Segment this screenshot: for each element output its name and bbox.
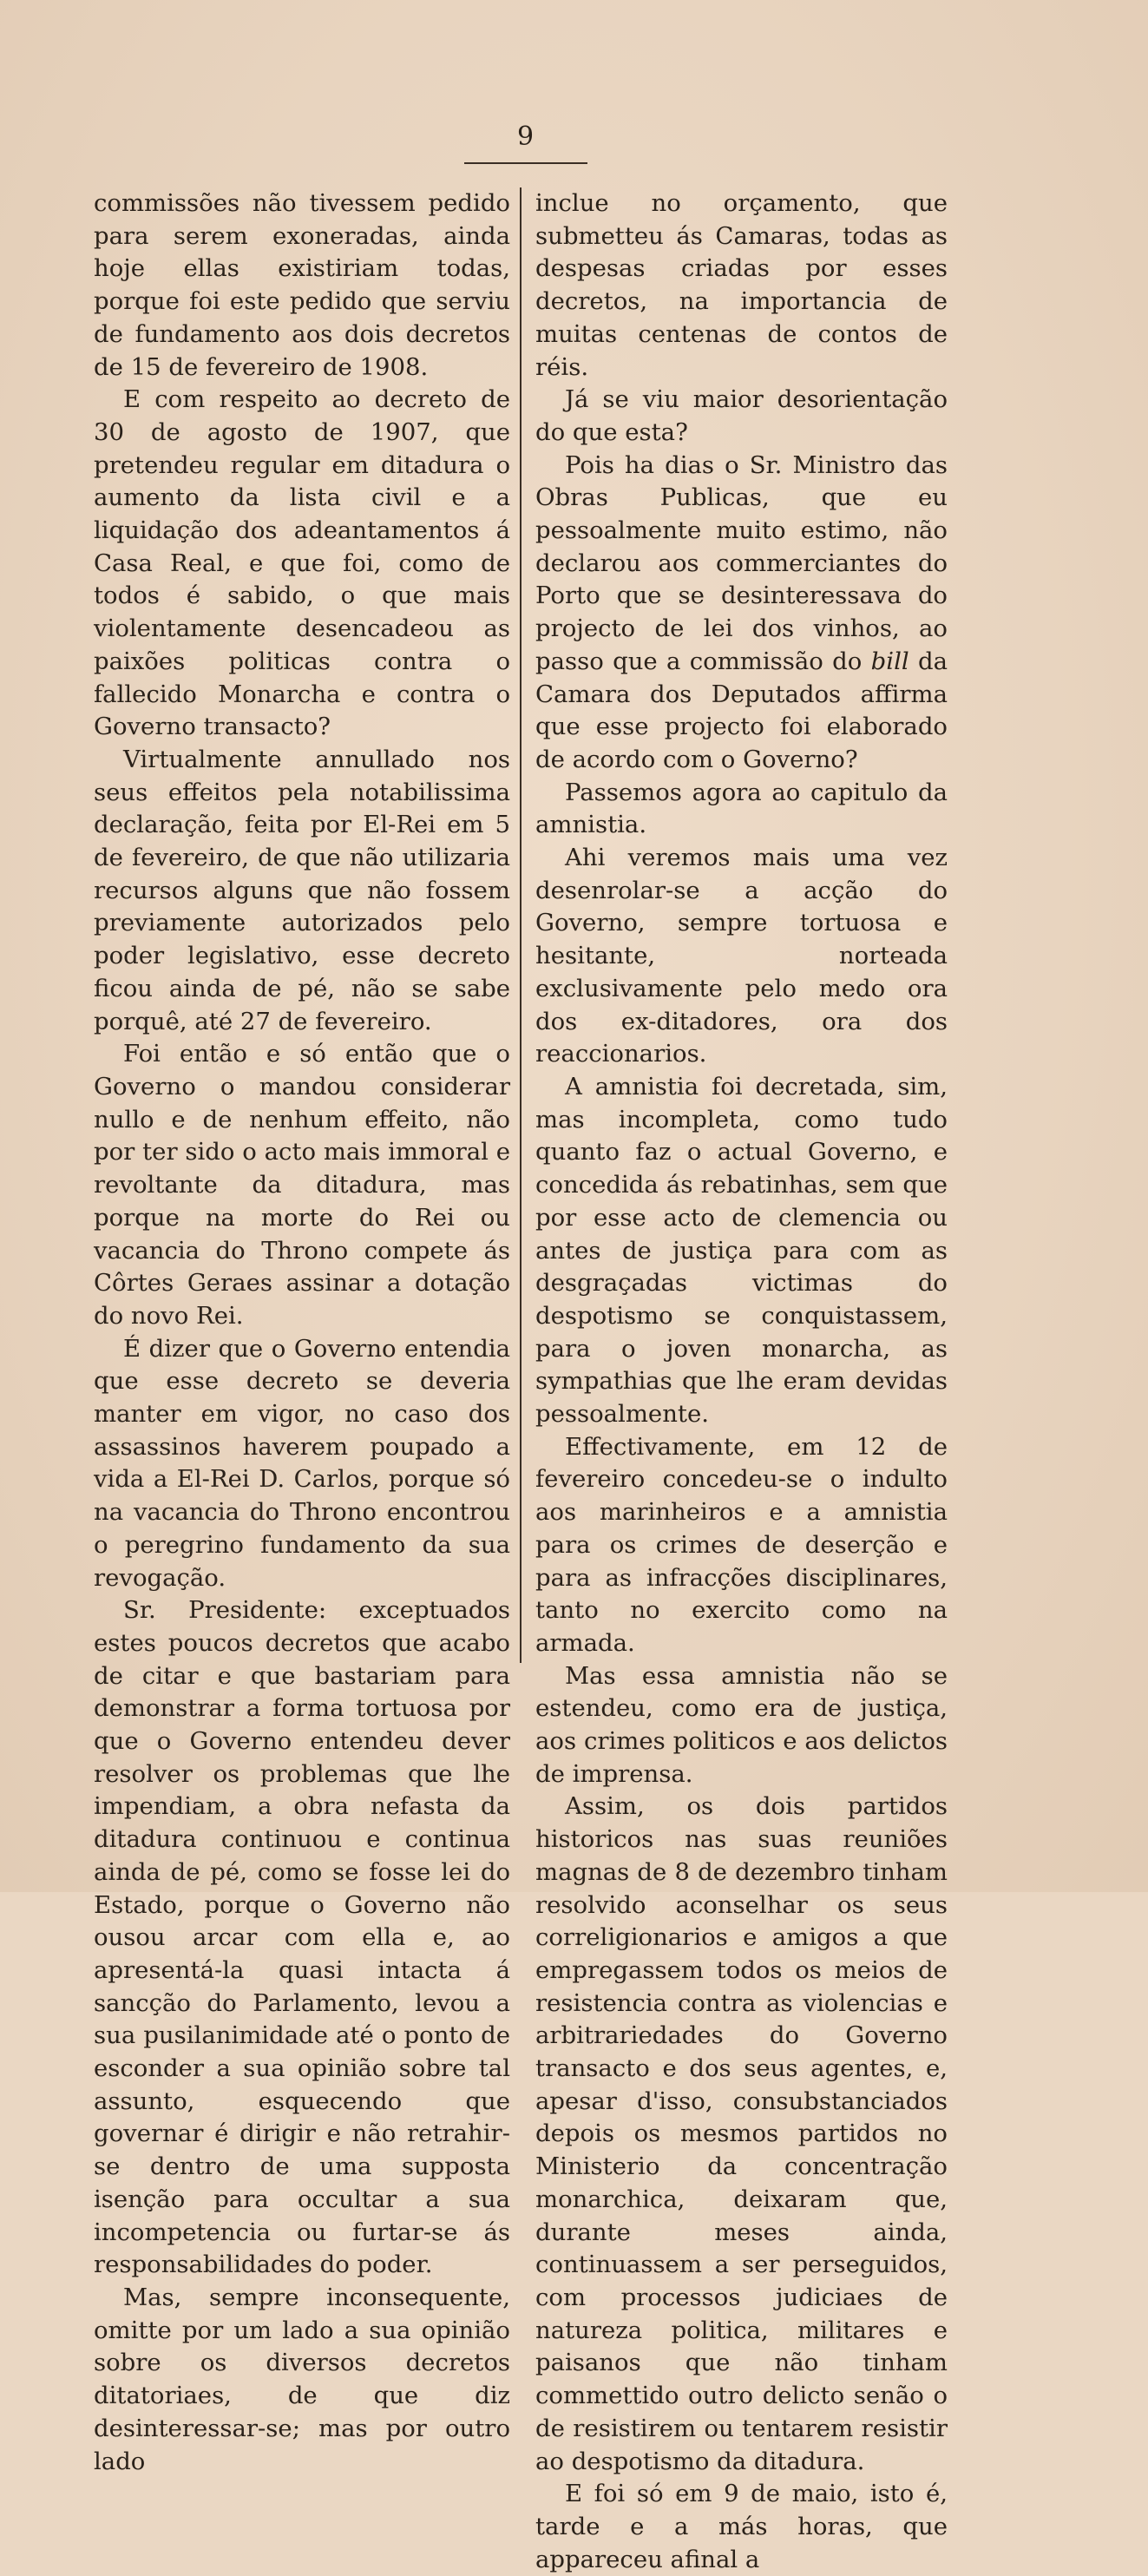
right-column [535,187,948,2576]
header-rule [464,162,587,164]
paragraph: Mas essa amnistia não se estendeu, como era de justiça, aos crimes politicos e aos delictos de imprensa. [535,1661,948,1788]
paragraph: inclue no orçamento, que submetteu ás Camaras, todas as despesas criadas por esses decretos, na importancia de muitas centenas de contos de réis. [535,189,948,381]
paragraph: Foi então e só então que o Governo o mandou considerar nullo e de nenhum effeito, não por ter sido o acto mais immoral e revoltante da ditadura, mas porque na morte do Rei ou vacancia do Throno compete ás Côrtes Geraes assinar a dotação do novo Rei. [94,1040,510,1330]
column-divider [520,187,522,1663]
paragraph: commissões não tivessem pedido para serem exoneradas, ainda hoje ellas existiriam todas, porque foi este pedido que serviu de fundamento aos dois decretos de 15 de fevereiro de 1908. [94,189,510,381]
paragraph: Mas, sempre inconsequente, omitte por um lado a sua opinião sobre os diversos decretos ditatoriaes, de que diz desinteressar-se; mas por outro lado [94,2284,510,2475]
paragraph: Effectivamente, em 12 de fevereiro concedeu-se o indulto aos marinheiros e a amnistia para os crimes de deserção e para as infracções disciplinares, tanto no exercito como na armada. [535,1432,948,1657]
paragraph: Passemos agora ao capitulo da amnistia. [535,778,948,839]
paragraph: E foi só em 9 de maio, isto é, tarde e a más horas, que appareceu afinal a [535,2480,948,2573]
italic-term: bill [870,647,909,675]
paragraph: Sr. Presidente: exceptuados estes poucos decretos que acabo de citar e que bastariam para demonstrar a forma tortuosa por que o Governo entendeu dever resolver os problemas que lhe impendiam, a obra nefasta da ditadura continuou e continua ainda de pé, como se fosse lei do Estado, porque o Governo não ousou arcar com ella e, ao apresentá-la quasi intacta á sancção do Parlamento, levou a sua pusilanimidade até o ponto de esconder a sua opinião sobre tal assunto, esquecendo que governar é dirigir e não retrahir-se dentro de uma supposta isenção para occultar a sua incompetencia ou furtar-se ás responsabilidades do poder. [94,1596,510,2279]
text-run: da Camara dos Deputados affirma que esse projecto foi elaborado de acordo com o Governo? [535,647,948,773]
paragraph: A amnistia foi decretada, sim, mas incompleta, como tudo quanto faz o actual Governo, e concedida ás rebatinhas, sem que por esse acto de clemencia ou antes de justiça para com as desgraçadas victimas do despotismo se conquistassem, para o joven monarcha, as sympathias que lhe eram devidas pessoalmente. [535,1072,948,1429]
paragraph: E com respeito ao decreto de 30 de agosto de 1907, que pretendeu regular em ditadura o aumento da lista civil e a liquidação dos adeantamentos á Casa Real, e que foi, como de todos é sabido, o que mais violentamente desencadeou as paixões politicas contra o fallecido Monarcha e contra o Governo transacto? [94,385,510,741]
paragraph: Ahi veremos mais uma vez desenrolar-se a acção do Governo, sempre tortuosa e hesitante, norteada exclusivamente pelo medo ora dos ex-ditadores, ora dos reaccionarios. [535,844,948,1068]
text-run: Pois ha dias o Sr. Ministro das Obras Publicas, que eu pessoalmente muito estimo, não declarou aos commerciantes do Porto que se desinteressava do projecto de lei dos vinhos, ao passo que a commissão do [535,450,948,675]
paragraph: Virtualmente annullado nos seus effeitos pela notabilissima declaração, feita por El-Rei em 5 de fevereiro, de que não utilizaria recursos alguns que não fossem previamente autorizados pelo poder legislativo, esse decreto ficou ainda de pé, não se sabe porquê, até 27 de fevereiro. [94,745,510,1035]
paragraph: É dizer que o Governo entendia que esse decreto se deveria manter em vigor, no caso dos assassinos haverem poupado a vida a El-Rei D. Carlos, porque só na vacancia do Throno encontrou o peregrino fundamento da sua revogação. [94,1334,510,1592]
page-number: 9 [516,122,535,152]
paragraph: Já se viu maior desorientação do que esta? [535,385,948,446]
paragraph: Assim, os dois partidos historicos nas suas reuniões magnas de 8 de dezembro tinham resolvido aconselhar os seus correligionarios e amigos a que empregassem todos os meios de resistencia contra as violencias e arbitrariedades do Governo transacto e dos seus agentes, e, apesar d'isso, consubstanciados depois os mesmos partidos no Ministerio da concentração monarchica, deixaram que, durante meses ainda, continuassem a ser perseguidos, com processos judiciaes de natureza politica, militares e paisanos que não tinham commettido outro delicto senão o de resistirem ou tentarem resistir ao despotismo da ditadura. [535,1792,948,2475]
left-column [94,187,510,2478]
paragraph [535,450,948,777]
